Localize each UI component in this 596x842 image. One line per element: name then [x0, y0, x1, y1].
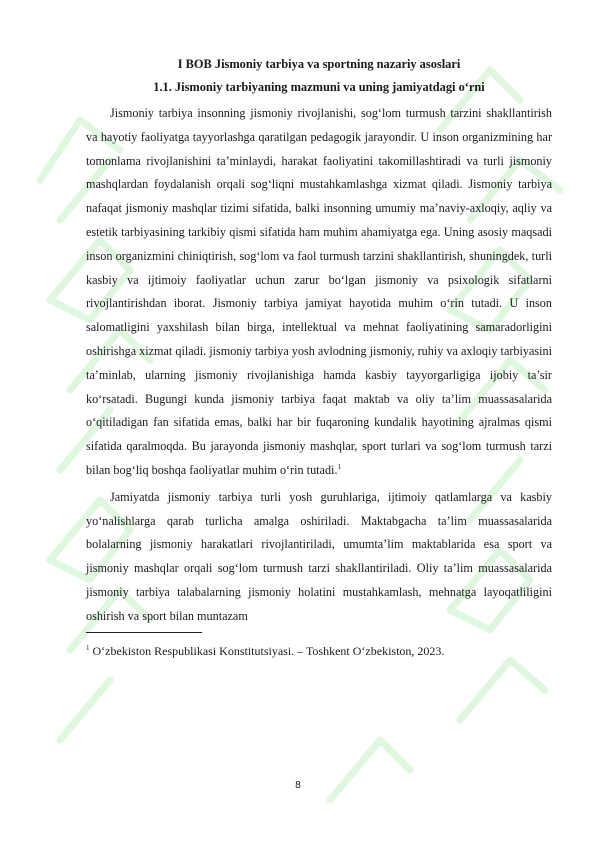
body-paragraph: [86, 486, 552, 629]
body-paragraph: [86, 102, 552, 483]
footnote-divider: [86, 632, 202, 633]
footnote: [86, 639, 552, 660]
footnote-reference[interactable]: 1: [337, 461, 342, 471]
footnote-number: 1: [86, 643, 90, 652]
paragraph-text: Jamiyatda jismoniy tarbiya turli yosh guruhlariga, ijtimoiy qatlamlarga va kasbiy yo‘nalishlarga qarab turlicha amalga oshiriladi. Maktabgacha ta’lim muassasalarida bolalarning jismoniy harakatlari rivojlantiriladi, umumta’lim maktablarida esa sport va jismoniy mashqlar orqali sog‘lom turmush tarzi shakllantiriladi. Oliy ta’lim muassasalarida jismoniy tarbiya talabalarning jismoniy holatini mustahkamlash, mehnatga layoqatliligini oshirish va sport bilan muntazam: [86, 489, 552, 623]
chapter-title: I BOB Jismoniy tarbiya va sportning nazariy asoslari: [177, 57, 461, 71]
section-title: 1.1. Jismoniy tarbiyaning mazmuni va uning jamiyatdagi o‘rni: [153, 80, 485, 94]
paragraph-text: Jismoniy tarbiya insonning jismoniy rivojlanishi, sog‘lom turmush tarzini shakllantirish va hayotiy faoliyatga tayyorlashga qaratilgan pedagogik jarayondir. U inson organizmining har tomonlama rivojlanishini ta’minlaydi, harakat faoliyatini takomillashtiradi va turli jismoniy mashqlardan foydalanish orqali sog‘liqni mustahkamlashga xizmat qiladi. Jismoniy tarbiya nafaqat jismoniy mashqlar tizimi sifatida, balki insonning umumiy ma’naviy-axloqiy, aqliy va estetik tarbiyasining tarkibiy qismi sifatida ham muhim ahamiyatga ega. Uning asosiy maqsadi inson organizmini chiniqtirish, sog‘lom va faol turmush tarzini shakllantirish, shuningdek, turli kasbiy va ijtimoiy faoliyatlar uchun zarur bo‘lgan jismoniy va psixologik sifatlarni rivojlantirishdan iborat. Jismoniy tarbiya jamiyat hayotida muhim o‘rin tutadi. U inson salomatligini yaxshilash bilan birga, intellektual va mehnat faoliyatining samaradorligini oshirishga xizmat qiladi. jismoniy tarbiya yosh avlodning jismoniy, ruhiy va axloqiy tarbiyasini ta’minlab, ularning jismoniy rivojlanishiga hamda kasbiy tayyorgarligiga ijobiy ta’sir ko‘rsatadi. Bugungi kunda jismoniy tarbiya faqat maktab va oliy ta’lim muassasalarida o‘qitiladigan fan sifatida emas, balki har bir fuqaroning kundalik hayotining ajralmas qismi sifatida qaralmoqda. Bu jarayonda jismoniy mashqlar, sport turlari va sog‘lom turmush tarzi bilan bog‘liq boshqa faoliyatlar muhim o‘rin tutadi.: [86, 106, 552, 477]
page-number: 8: [294, 780, 302, 791]
footnote-text: O‘zbekiston Respublikasi Konstitutsiyasi. – Toshkent O‘zbekiston, 2023.: [92, 643, 445, 658]
document-page: [86, 55, 552, 660]
